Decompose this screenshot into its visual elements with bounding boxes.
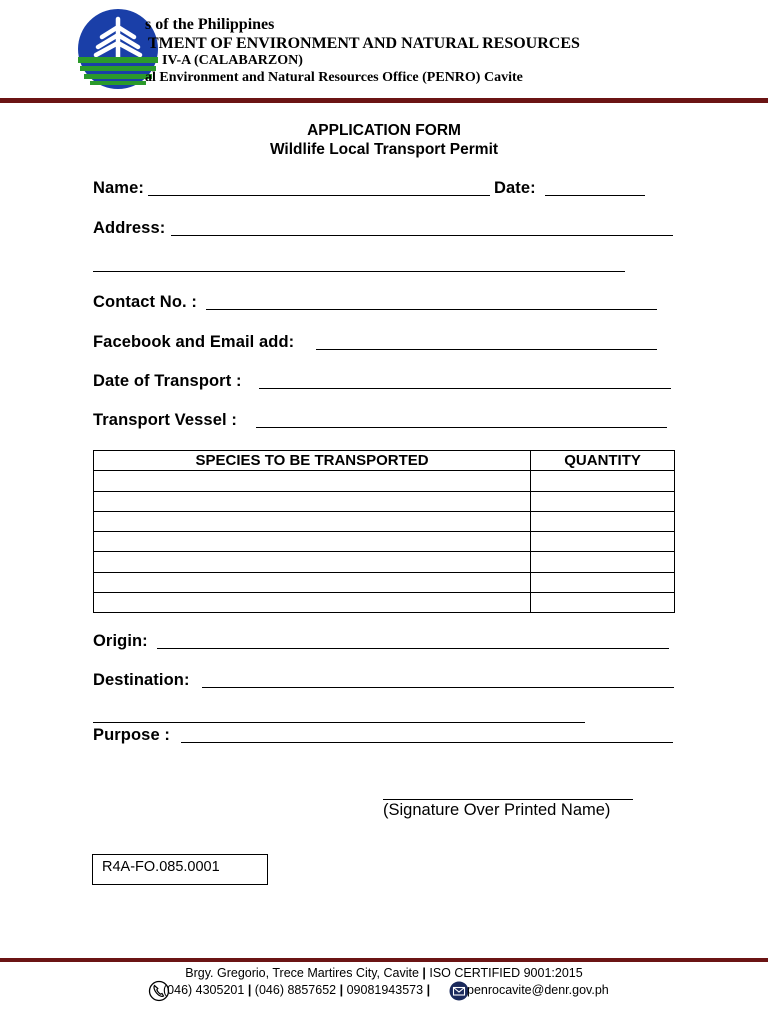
origin-field[interactable] <box>157 634 669 649</box>
species-cell[interactable] <box>94 552 531 572</box>
contact-field[interactable] <box>206 295 657 310</box>
form-subtitle: Wildlife Local Transport Permit <box>269 141 499 158</box>
contact-label: Contact No. : <box>93 293 197 311</box>
footer-separator: | <box>422 966 430 980</box>
signature-label: (Signature Over Printed Name) <box>383 801 611 819</box>
table-row <box>94 511 675 531</box>
footer-separator: | <box>339 983 347 997</box>
footer-address-line <box>0 966 768 980</box>
form-title: APPLICATION FORM <box>307 122 461 139</box>
table-row <box>94 491 675 511</box>
species-cell[interactable] <box>94 593 531 613</box>
footer-separator: | <box>426 983 431 997</box>
date-of-transport-label: Date of Transport : <box>93 372 242 390</box>
header-divider <box>0 98 768 103</box>
table-row <box>94 552 675 572</box>
address-label: Address: <box>93 219 166 237</box>
species-cell[interactable] <box>94 572 531 592</box>
date-label: Date: <box>494 179 536 197</box>
species-column-header: SPECIES TO BE TRANSPORTED <box>94 451 531 471</box>
quantity-cell[interactable] <box>531 572 675 592</box>
header-line-2: TMENT OF ENVIRONMENT AND NATURAL RESOURCES <box>148 35 580 52</box>
footer-email[interactable]: penrocavite@denr.gov.ph <box>467 983 609 997</box>
footer-divider <box>0 958 768 962</box>
transport-vessel-label: Transport Vessel : <box>93 411 237 429</box>
form-code: R4A-FO.085.0001 <box>102 859 220 875</box>
destination-field-line-2[interactable] <box>93 708 585 723</box>
footer-separator: | <box>247 983 255 997</box>
transport-vessel-field[interactable] <box>256 413 667 428</box>
species-cell[interactable] <box>94 511 531 531</box>
table-row <box>94 471 675 491</box>
form-code-box <box>92 854 268 885</box>
quantity-cell[interactable] <box>531 593 675 613</box>
species-cell[interactable] <box>94 532 531 552</box>
species-cell[interactable] <box>94 491 531 511</box>
facebook-email-field[interactable] <box>316 335 657 350</box>
facebook-email-label: Facebook and Email add: <box>93 333 295 351</box>
date-of-transport-field[interactable] <box>259 374 671 389</box>
name-label: Name: <box>93 179 144 197</box>
purpose-field[interactable] <box>181 728 673 743</box>
table-row <box>94 593 675 613</box>
footer-iso: ISO CERTIFIED 9001:2015 <box>429 966 583 980</box>
destination-label: Destination: <box>93 671 190 689</box>
destination-field[interactable] <box>202 673 674 688</box>
header-line-4: al Environment and Natural Resources Office (PENRO) Cavite <box>145 70 523 85</box>
address-field[interactable] <box>171 221 673 236</box>
quantity-cell[interactable] <box>531 532 675 552</box>
species-cell[interactable] <box>94 471 531 491</box>
quantity-cell[interactable] <box>531 471 675 491</box>
footer-address: Brgy. Gregorio, Trece Martires City, Cavite <box>185 966 419 980</box>
purpose-label: Purpose : <box>93 726 170 744</box>
quantity-cell[interactable] <box>531 552 675 572</box>
name-field[interactable] <box>148 181 490 196</box>
quantity-cell[interactable] <box>531 511 675 531</box>
mail-icon <box>449 981 469 1001</box>
table-row <box>94 532 675 552</box>
footer-phone-3: 09081943573 <box>346 983 424 997</box>
footer-phone-1: (046) 4305201 <box>163 983 245 997</box>
quantity-column-header: QUANTITY <box>531 451 675 471</box>
date-field[interactable] <box>545 181 645 196</box>
quantity-cell[interactable] <box>531 491 675 511</box>
footer-phone-2: (046) 8857652 <box>254 983 337 997</box>
table-header-row <box>94 451 675 471</box>
signature-line[interactable] <box>383 799 633 800</box>
letterhead <box>0 0 768 100</box>
footer-phones <box>163 983 430 997</box>
species-table <box>93 450 675 613</box>
address-field-line-2[interactable] <box>93 257 625 272</box>
header-line-3: IV-A (CALABARZON) <box>162 53 303 68</box>
origin-label: Origin: <box>93 632 148 650</box>
table-row <box>94 572 675 592</box>
header-line-1: s of the Philippines <box>145 16 275 33</box>
